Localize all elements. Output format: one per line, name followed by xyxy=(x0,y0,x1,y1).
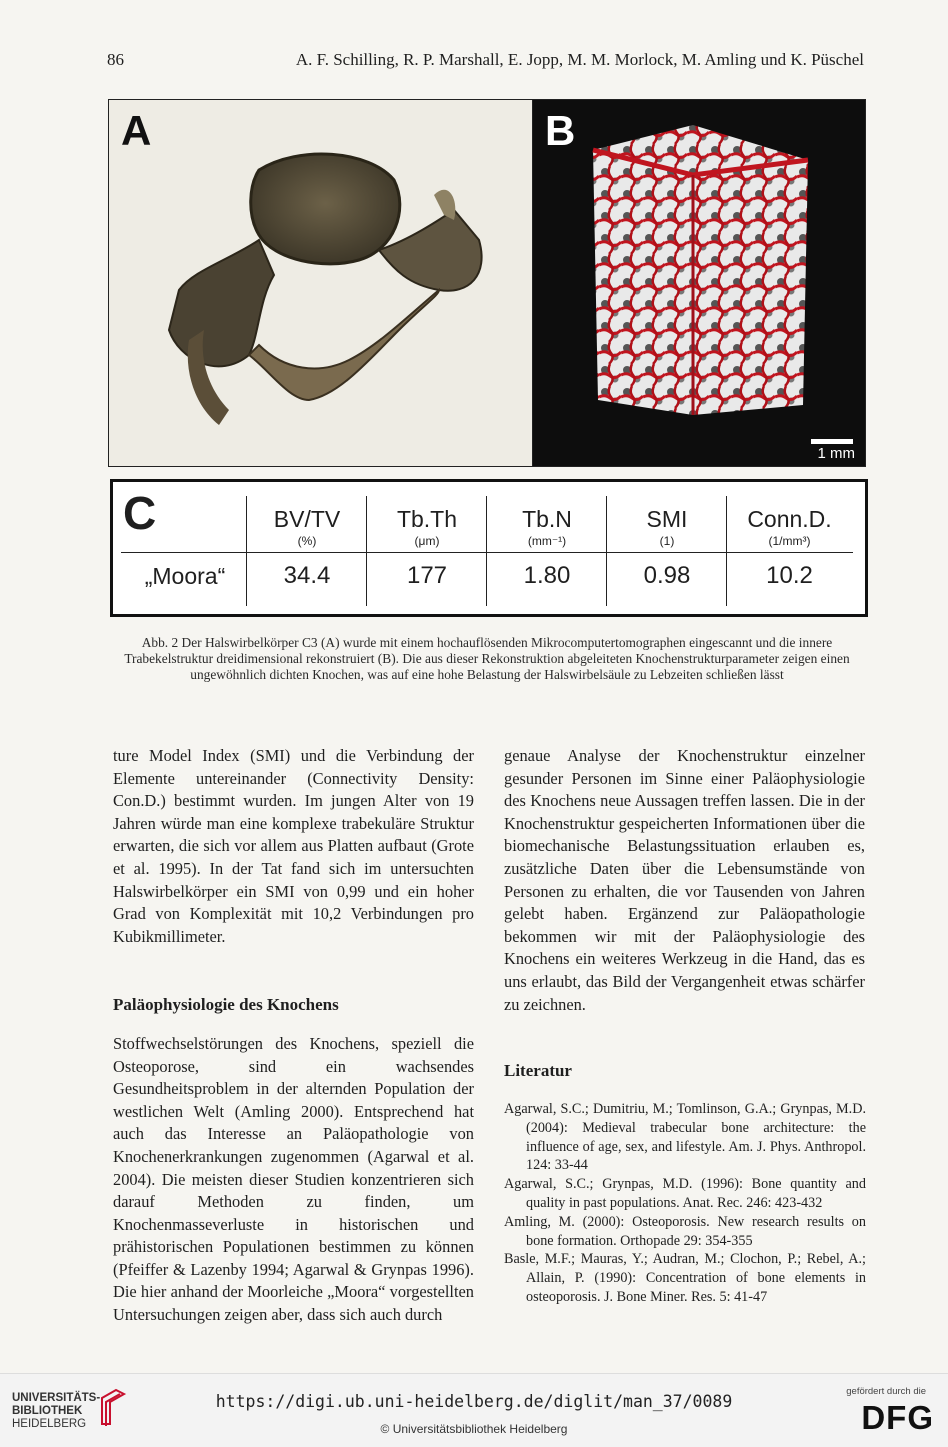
column-unit: (1) xyxy=(659,534,675,548)
dfg-logo: DFG xyxy=(861,1399,934,1436)
paragraph: Stoffwechselstörungen des Knochens, speziell die Osteoporose, sind ein wachsendes Gesundheitsproblem in der alternden Population der westlichen Welt (Amling 2000). Entsprechend hat auch das Interesse an Paläopathologie von Knochenerkrankungen zugenommen (Agarwal et al. 2004). Die meisten dieser Studien konzentrieren sich darauf Methoden zu finden, um Knochenmasseverluste in historischen und prähistorischen Populationen bestimmen zu können (Pfeiffer & Lazenby 1994; Agarwal & Grynpas 1996). Die hier anhand der Moorleiche „Moora“ vorgestellten Untersuchungen zeigen aber, dass sich auch durch xyxy=(113,1033,474,1325)
reference-entry: Agarwal, S.C.; Grynpas, M.D. (1996): Bone quantity and quality in past populations. Anat. Rec. 246: 423-432 xyxy=(504,1176,866,1211)
panel-a-vertebra-photo xyxy=(109,100,533,466)
panel-c-parameter-table xyxy=(110,479,868,617)
column-header: Tb.N xyxy=(522,506,572,532)
column-unit: (%) xyxy=(297,534,317,548)
column-header: SMI xyxy=(646,506,688,532)
table-column xyxy=(726,496,852,606)
panel-c-label: C xyxy=(123,487,157,539)
right-column xyxy=(504,745,865,1083)
column-value: 1.80 xyxy=(523,562,571,589)
paragraph: ture Model Index (SMI) und die Verbindung der Elemente untereinander (Connectivity Density: Con.D.) bestimmt wurden. Im jungen Alter von 19 Jahren würde man eine komplexe trabekuläre Struktur erwarten, die sich vor allem aus Platten aufbaut (Grote et al. 1995). In der Tat fand sich im untersuchten Halswirbelkörper ein SMI von 0,99 und ein hoher Grad von Komplexität mit 10,2 Verbindungen pro Kubikmillimeter. xyxy=(113,746,474,946)
library-name-line: BIBLIOTHEK xyxy=(12,1405,83,1417)
copyright-notice: © Universitätsbibliothek Heidelberg xyxy=(380,1422,568,1436)
running-header xyxy=(107,50,864,70)
column-unit: (mm⁻¹) xyxy=(527,534,567,548)
panel-a-label: A xyxy=(121,107,152,154)
panel-b-label: B xyxy=(545,107,576,154)
column-value: 177 xyxy=(406,562,448,589)
section-heading: Literatur xyxy=(504,1061,572,1081)
table-row-label: „Moora“ xyxy=(144,563,226,589)
column-value: 10.2 xyxy=(766,562,813,589)
column-header: Tb.Th xyxy=(396,506,458,532)
reference-entry: Amling, M. (2000): Osteoporosis. New research results on bone formation. Orthopade 29: 354-355 xyxy=(504,1213,866,1249)
trabecular-cube-image xyxy=(533,100,865,466)
column-header: Conn.D. xyxy=(747,506,832,532)
column-value: 0.98 xyxy=(643,562,691,589)
paragraph: genaue Analyse der Knochenstruktur einzelner gesunder Personen im Sinne einer Paläophysiologie des Knochens neue Aussagen treffen lassen. Die in der Knochenstruktur gespeicherten Informationen über die biomechanische Belastungssituation erlauben es, zusätzliche Daten über die Lebensumstände von Personen zu erhalten, die vor Tausenden von Jahren gelebt haben. Ergänzend zur Paläopathologie bekommen wir mit der Paläophysiologie des Knochens ein weiteres Werkzeug in die Hand, das es uns erlaubt, das Bild der Vergangenheit etwas schärfer zu zeichnen. xyxy=(504,746,865,1014)
column-unit: (μm) xyxy=(414,534,440,548)
reference-entry: Agarwal, S.C.; Dumitriu, M.; Tomlinson, G.A.; Grynpas, M.D. (2004): Medieval trabecular bone architecture: the influence of age, sex, and lifestyle. Am. J. Phys. Anthropol. 124: 33-44 xyxy=(504,1101,866,1174)
table-column xyxy=(486,496,607,606)
table-column xyxy=(246,496,367,606)
table-column xyxy=(366,496,487,606)
library-name-line: HEIDELBERG xyxy=(12,1418,87,1430)
footer-bar xyxy=(0,1373,948,1447)
figure-caption: Abb. 2 Der Halswirbelkörper C3 (A) wurde mit einem hochauflösenden Mikrocomputertomographen eingescannt und die innere Trabekelstruktur dreidimensional rekonstruiert (B). Die aus dieser Rekonstruktion abgeleiteten Knochenstrukturparameter zeigen einen ungewöhnlich dichten Knochen, was auf eine hohe Belastung der Halswirbelsäule zu Lebzeiten schließen lässt xyxy=(124,635,850,682)
reference-entry: Basle, M.F.; Mauras, Y.; Audran, M.; Clochon, P.; Rebel, A.; Allain, P. (1990): Concentration of bone elements in osteoporosis. J. Bone Miner. Res. 5: 41-47 xyxy=(504,1251,866,1305)
funding-note: gefördert durch die xyxy=(846,1386,926,1397)
reference-list xyxy=(504,1100,866,1307)
figure-panels-ab xyxy=(108,99,866,467)
left-column xyxy=(113,745,474,1327)
column-header: BV/TV xyxy=(273,506,341,532)
table-column xyxy=(606,496,727,606)
column-value: 34.4 xyxy=(283,562,331,589)
library-name-line: UNIVERSITÄTS- xyxy=(12,1392,101,1404)
scale-bar xyxy=(811,439,853,444)
scale-label: 1 mm xyxy=(817,445,855,462)
page-number: 86 xyxy=(107,50,124,69)
section-heading: Paläophysiologie des Knochens xyxy=(113,995,339,1015)
panel-b-microct-reconstruction xyxy=(533,100,865,466)
column-unit: (1/mm³) xyxy=(768,534,811,548)
vertebra-image xyxy=(109,100,532,466)
running-authors: A. F. Schilling, R. P. Marshall, E. Jopp, M. M. Morlock, M. Amling und K. Püschel xyxy=(295,50,864,69)
document-url-link[interactable]: https://digi.ub.uni-heidelberg.de/diglit/man_37/0089 xyxy=(215,1392,733,1411)
